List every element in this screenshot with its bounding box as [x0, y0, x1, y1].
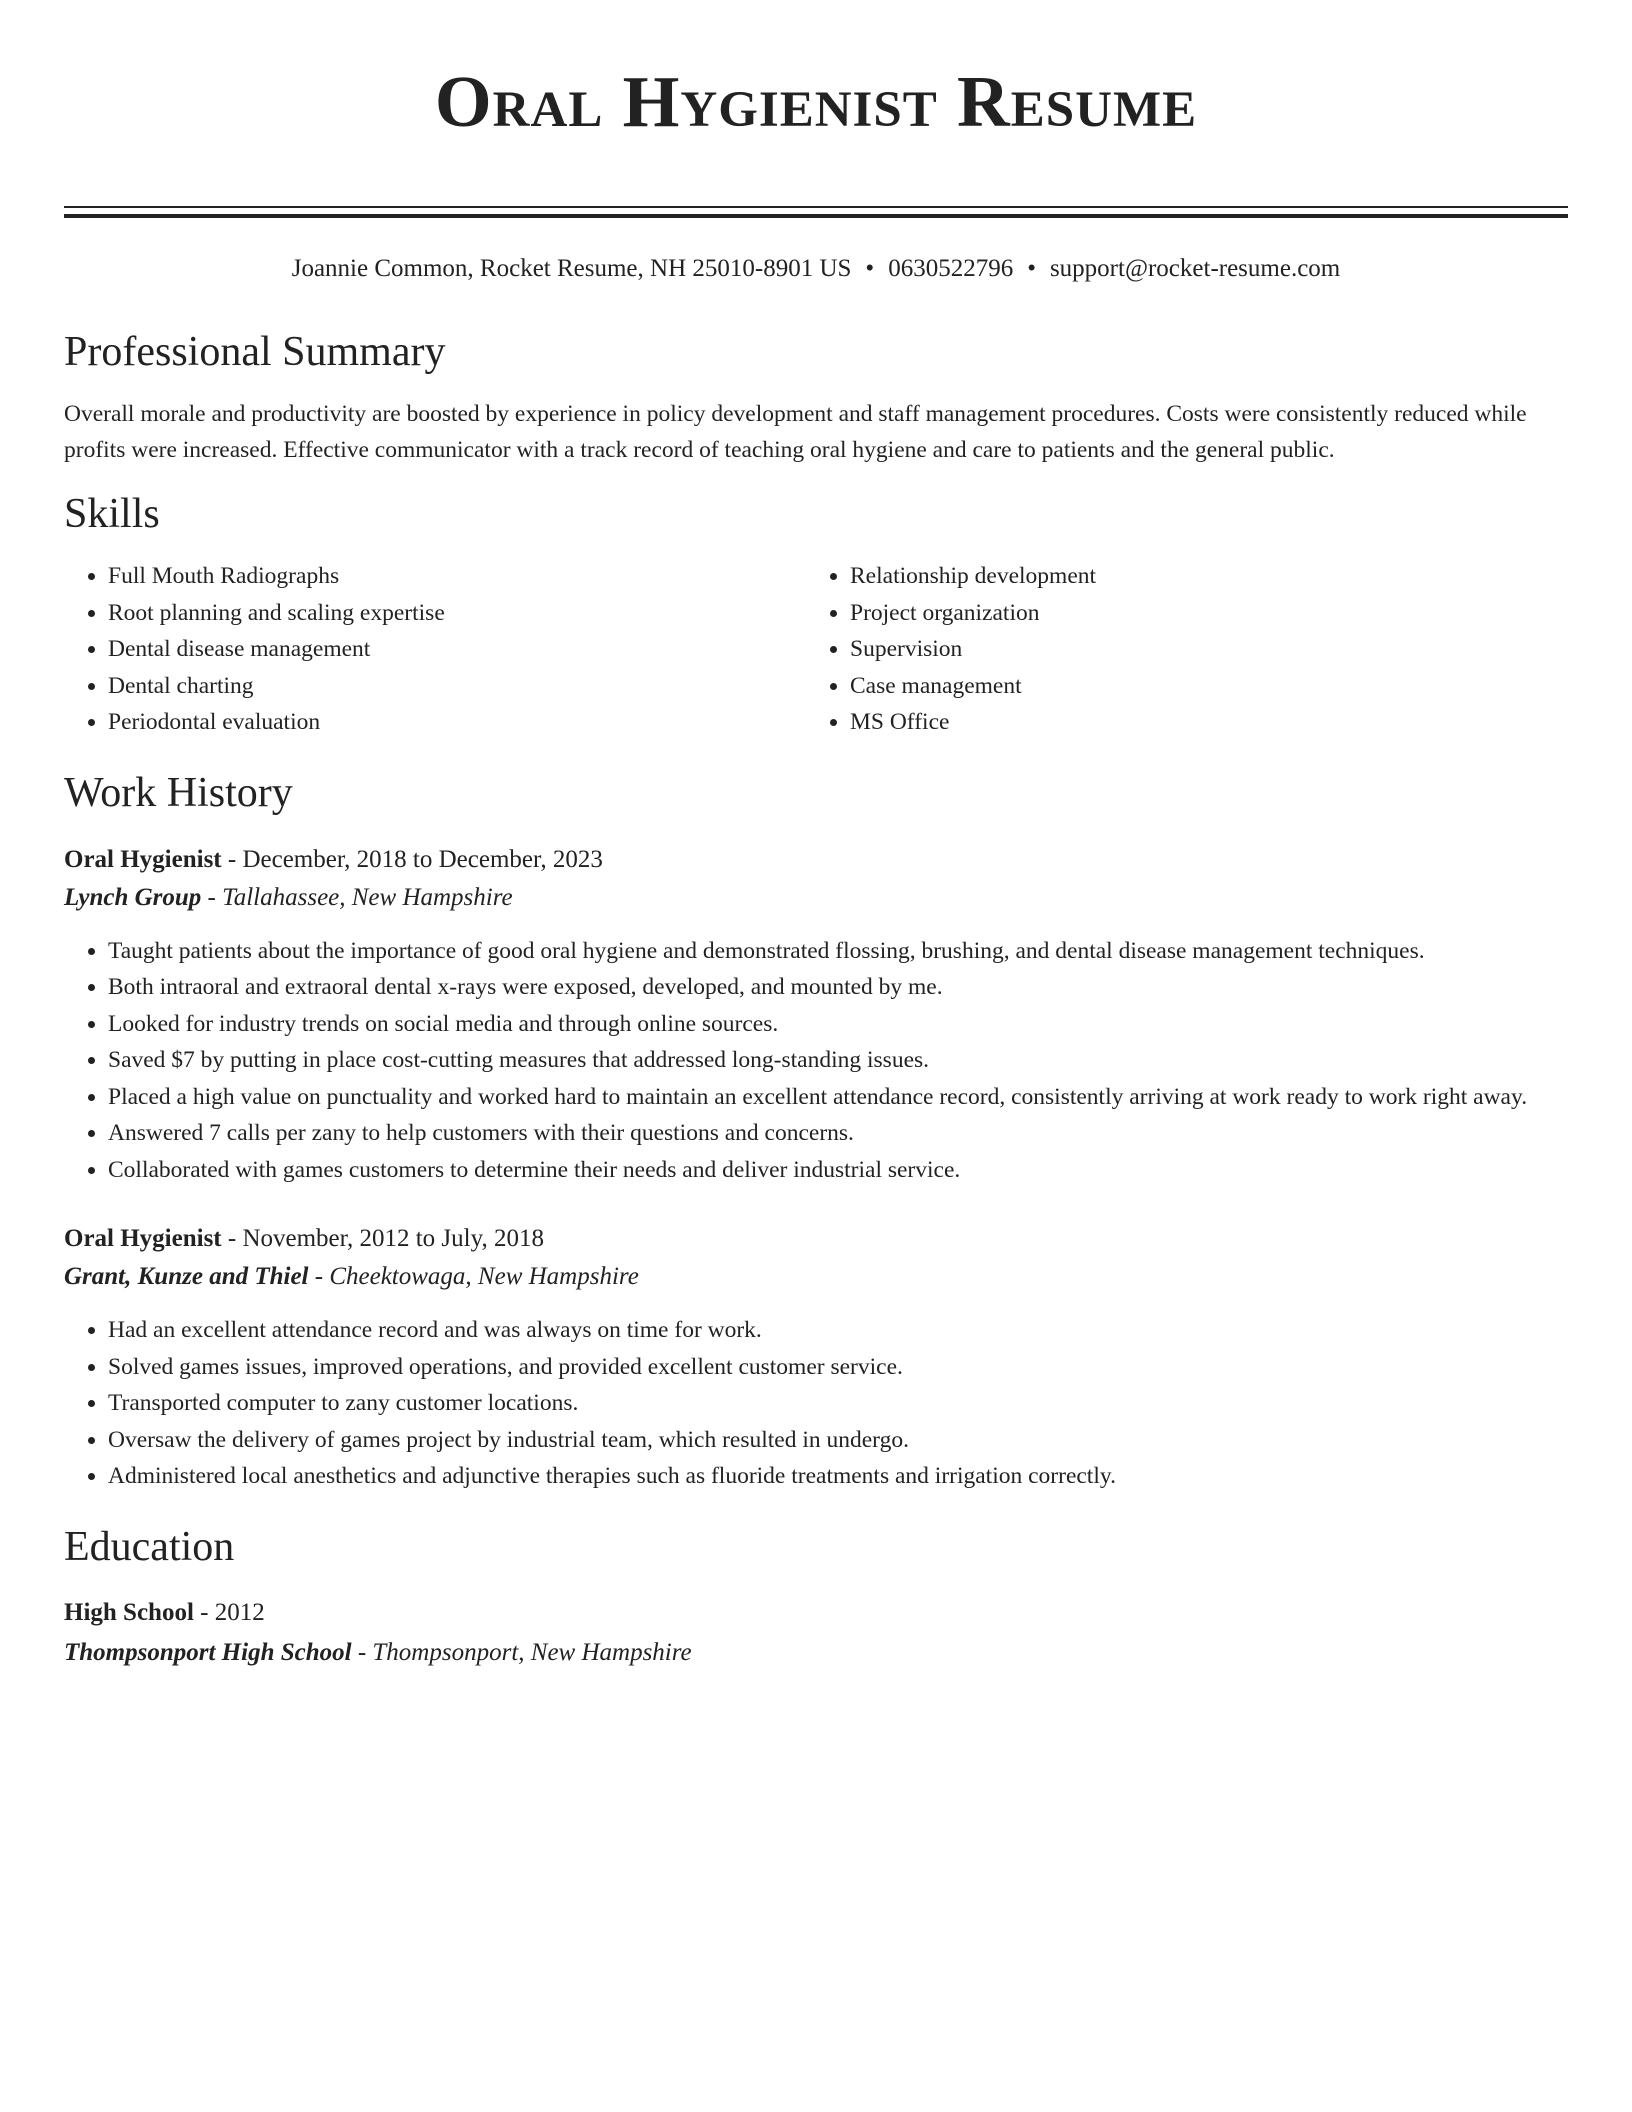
job-entry [64, 1220, 1568, 1495]
job-title: Oral Hygienist [64, 845, 222, 873]
skill-item: • MS Office [850, 704, 1548, 741]
list-item: • Collaborated with games customers to determine their needs and deliver industrial service. [108, 1152, 1568, 1189]
skill-item: • Dental disease management [108, 631, 806, 668]
skill-item: • Relationship development [850, 558, 1548, 595]
skill-item: • Project organization [850, 595, 1548, 632]
list-item: • Had an excellent attendance record and was always on time for work. [108, 1312, 1568, 1349]
section-heading-skills: Skills [64, 491, 160, 537]
page-title: Oral Hygienist Resume [434, 61, 1198, 142]
education-header [64, 1593, 1568, 1633]
contact-phone: 0630522796 [888, 255, 1014, 282]
section-heading-summary: Professional Summary [64, 329, 446, 375]
list-item: • Oversaw the delivery of games project by industrial team, which resulted in undergo. [108, 1422, 1568, 1459]
education-year: - 2012 [193, 1598, 265, 1626]
job-entry [64, 841, 1568, 1189]
job-dates: - December, 2018 to December, 2023 [221, 845, 603, 873]
skills-list [64, 558, 1568, 741]
contact-line [64, 252, 1568, 286]
list-item: • Both intraoral and extraoral dental x-rays were exposed, developed, and mounted by me. [108, 969, 1568, 1006]
job-company: Grant, Kunze and Thiel [64, 1263, 309, 1290]
job-location: - Cheektowaga, New Hampshire [308, 1263, 639, 1290]
skills-column-right [806, 558, 1548, 741]
list-item: • Transported computer to zany customer locations. [108, 1385, 1568, 1422]
list-item: • Administered local anesthetics and adjunctive therapies such as fluoride treatments and irrigation correctly. [108, 1458, 1568, 1495]
education-school: Thompsonport High School [64, 1638, 352, 1666]
job-responsibilities [64, 1312, 1568, 1495]
section-heading-work-history: Work History [64, 769, 293, 816]
skill-item: • Root planning and scaling expertise [108, 595, 806, 632]
skill-item: • Case management [850, 668, 1548, 705]
skill-item: • Periodontal evaluation [108, 704, 806, 741]
list-item: • Saved $7 by putting in place cost-cutting measures that addressed long-standing issues. [108, 1042, 1568, 1079]
contact-address: Joannie Common, Rocket Resume, NH 25010-8901 US [291, 255, 852, 282]
job-header [64, 841, 1568, 879]
job-header [64, 1220, 1568, 1258]
skill-item: • Supervision [850, 631, 1548, 668]
job-dates: - November, 2012 to July, 2018 [221, 1225, 544, 1252]
job-location: - Tallahassee, New Hampshire [201, 883, 513, 911]
contact-separator: • [865, 255, 875, 282]
list-item: • Answered 7 calls per zany to help customers with their questions and concerns. [108, 1115, 1568, 1152]
job-title: Oral Hygienist [64, 1225, 222, 1252]
title-divider-thin [64, 206, 1568, 208]
summary-text: Overall morale and productivity are boosted by experience in policy development and staff management procedures. Costs were consistently reduced while profits were increased. Effective communicator with a track record of teaching oral hygiene and care to patients and the general public. [64, 401, 1527, 463]
contact-separator: • [1027, 255, 1036, 282]
skill-item: • Full Mouth Radiographs [108, 558, 806, 595]
job-responsibilities [64, 933, 1568, 1189]
job-company-line [64, 879, 1568, 917]
education-location: - Thompsonport, New Hampshire [351, 1638, 692, 1666]
contact-email: support@rocket-resume.com [1049, 255, 1341, 282]
skill-item: • Dental charting [108, 668, 806, 705]
list-item: • Taught patients about the importance of good oral hygiene and demonstrated flossing, brushing, and dental disease management techniques. [108, 933, 1568, 970]
education-school-line [64, 1633, 1568, 1673]
section-heading-education: Education [64, 1523, 235, 1570]
job-company-line [64, 1258, 1568, 1296]
skills-column-left [64, 558, 806, 741]
job-company: Lynch Group [64, 883, 202, 911]
list-item: • Placed a high value on punctuality and worked hard to maintain an excellent attendance record, consistently arriving at work ready to work right away. [108, 1079, 1568, 1116]
list-item: • Solved games issues, improved operations, and provided excellent customer service. [108, 1349, 1568, 1386]
list-item: • Looked for industry trends on social media and through online sources. [108, 1006, 1568, 1043]
title-divider-thick [64, 214, 1568, 218]
education-degree: High School [64, 1598, 194, 1626]
